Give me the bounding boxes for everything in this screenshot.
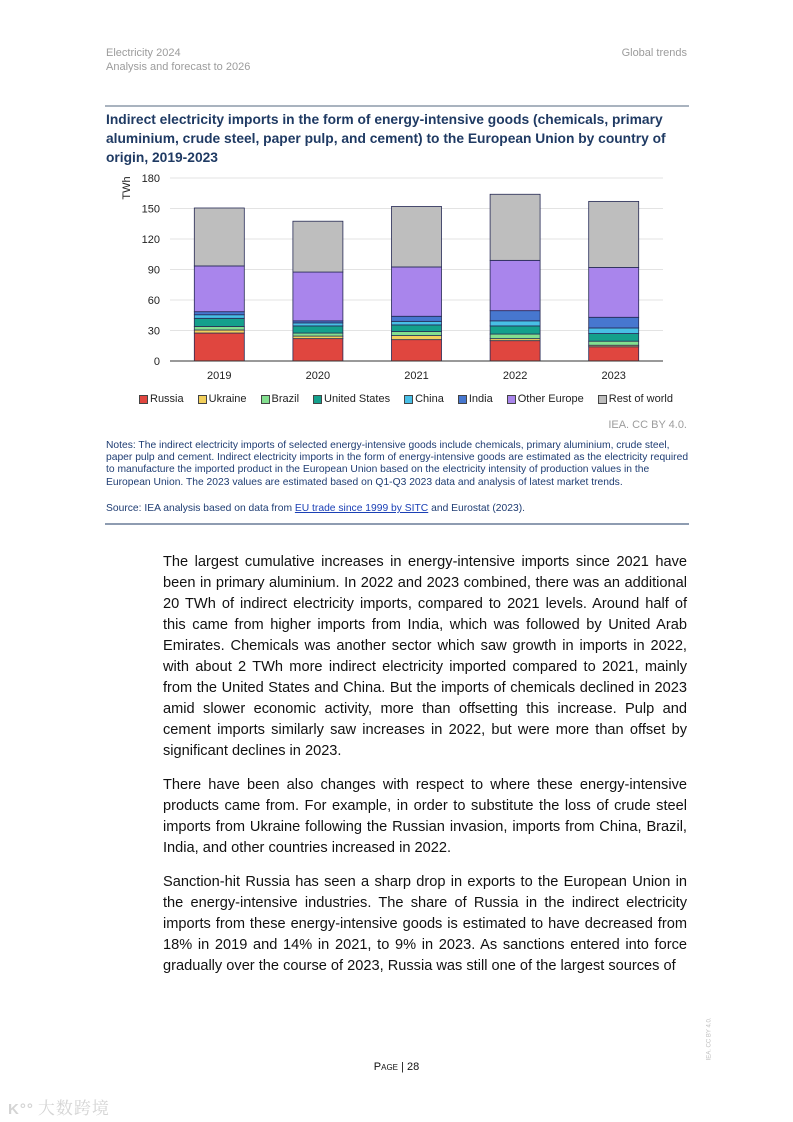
bar-segment: [392, 325, 442, 332]
bar-segment: [293, 339, 343, 361]
watermark-text: 大数跨境: [37, 1099, 110, 1118]
y-tick-label: 60: [147, 295, 160, 307]
y-tick-label: 180: [141, 173, 160, 185]
page-value: 28: [406, 1061, 420, 1073]
figure-title: Indirect electricity imports in the form of energy-intensive goods (chemicals, primary aluminium, crude steel, paper pulp, and cement) to the European Union by country of origin, 2019-2023: [106, 112, 666, 165]
bar-segment: [392, 332, 442, 336]
bar-segment: [392, 316, 442, 321]
x-tick-label: 2019: [207, 370, 232, 382]
bar-segment: [589, 201, 639, 267]
body-text: [163, 552, 687, 990]
legend-item-ukraine: [198, 393, 247, 405]
y-tick-label: 30: [147, 325, 160, 338]
legend-label: India: [468, 393, 493, 405]
bar-segment: [194, 312, 244, 315]
legend-swatch-icon: [261, 395, 270, 404]
legend-label: China: [415, 393, 444, 405]
y-tick-label: 150: [141, 203, 160, 216]
legend-item-brazil: [261, 393, 300, 405]
x-tick-label: 2022: [502, 370, 528, 382]
legend-label: Other Europe: [517, 393, 584, 405]
bar-segment: [293, 326, 343, 333]
y-tick-label: 90: [147, 264, 160, 277]
stacked-bar-chart: [0, 0, 793, 390]
legend-label: United States: [324, 393, 391, 405]
bar-segment: [194, 330, 244, 333]
bar-segment: [490, 334, 540, 339]
bar-segment: [194, 315, 244, 319]
bar-segment: [589, 317, 639, 328]
side-license-text: IEA. CC BY 4.0.: [706, 1017, 713, 1061]
legend-swatch-icon: [404, 395, 413, 404]
bar-segment: [589, 334, 639, 342]
y-axis-label: TWh: [121, 176, 133, 200]
legend-swatch-icon: [598, 395, 607, 404]
bar-segment: [293, 221, 343, 272]
legend-label: Brazil: [271, 393, 300, 405]
bar-segment: [293, 323, 343, 326]
y-tick-label: 0: [153, 356, 160, 368]
watermark-logo-icon: K°°: [8, 1101, 34, 1118]
bar-segment: [490, 311, 540, 321]
bar-segment: [490, 341, 540, 361]
page-number: [0, 1061, 793, 1073]
legend-item-rest-of-world: [598, 393, 673, 405]
bar-segment: [589, 347, 639, 361]
figure-source: [106, 503, 690, 515]
bar-segment: [392, 206, 442, 266]
legend-swatch-icon: [139, 395, 148, 404]
bar-segment: [392, 340, 442, 361]
bar-segment: [589, 267, 639, 317]
legend-label: Rest of world: [608, 393, 673, 405]
bar-segment: [194, 326, 244, 330]
bar-segment: [490, 321, 540, 326]
figure-credit: IEA. CC BY 4.0.: [608, 419, 687, 431]
legend-label: Ukraine: [208, 393, 247, 405]
bar-segment: [589, 328, 639, 334]
x-tick-label: 2020: [305, 370, 331, 382]
body-paragraph: The largest cumulative increases in energy-intensive imports since 2021 have been in primary aluminium. In 2022 and 2023 combined, there was an additional 20 TWh of indirect electricity imports, compared to 2021 levels. Around half of this came from higher imports from India, which was followed by United Arab Emirates. Chemicals was another sector which saw growth in imports in 2022, with about 2 TWh more indirect electricity imported compared to 2021, mainly from the United States and China. But the imports of chemicals declined in 2023 amid slower economic activity, more than offsetting this increase. Pulp and cement imports similarly saw increases in 2022, but were more than offset by significant declines in 2023.: [163, 554, 687, 759]
legend-label: Russia: [150, 393, 184, 405]
bar-segment: [589, 341, 639, 345]
bar-segment: [194, 318, 244, 326]
legend-item-india: [458, 393, 493, 405]
legend-swatch-icon: [507, 395, 516, 404]
legend-swatch-icon: [313, 395, 322, 404]
watermark: [8, 1094, 110, 1119]
legend-item-china: [404, 393, 444, 405]
page-separator: |: [398, 1061, 407, 1073]
source-link[interactable]: EU trade since 1999 by SITC: [294, 503, 429, 514]
figure-bottom-divider: [105, 523, 689, 525]
legend-swatch-icon: [458, 395, 467, 404]
bar-segment: [490, 260, 540, 310]
y-tick-label: 120: [141, 234, 160, 246]
bar-segment: [194, 266, 244, 312]
legend-item-united-states: [313, 393, 390, 405]
chart-legend: [139, 393, 673, 405]
legend-item-russia: [139, 393, 184, 405]
figure-notes: Notes: The indirect electricity imports of selected energy-intensive goods include chemicals, primary aluminium, crude steel, paper pulp and cement. Indirect electricity imports in the form of energy-intensive goods are estimated as the electricity required to manufacture the imported product in the European Union based on the electricity intensity of production values in the European Union. The 2023 values are estimated based on Q1-Q3 2023 data and analysis of latest market trends.: [106, 440, 689, 488]
bar-segment: [392, 321, 442, 325]
bar-segment: [293, 333, 343, 336]
bar-segment: [293, 272, 343, 321]
bar-segment: [392, 336, 442, 340]
section-name: Global trends: [621, 47, 687, 59]
body-paragraph: Sanction-hit Russia has seen a sharp drop in exports to the European Union in the energy-intensive industries. The share of Russia in the indirect electricity imports from these energy-intensive goods is estimated to have decreased from 18% in 2019 and 14% in 2021, to 9% in 2023. As sanctions entered into force gradually over the course of 2023, Russia was still one of the largest sources of: [163, 874, 687, 974]
legend-swatch-icon: [198, 395, 207, 404]
report-subtitle: Analysis and forecast to 2026: [106, 61, 251, 73]
body-paragraph: There have been also changes with respect to where these energy-intensive products came from. For example, in order to substitute the loss of crude steel imports from Ukraine following the Russian invasion, imports from China, Brazil, India, and other countries increased in 2022.: [163, 777, 687, 856]
legend-item-other-europe: [507, 393, 584, 405]
bar-segment: [392, 267, 442, 316]
bar-segment: [194, 208, 244, 266]
source-prefix: Source: IEA analysis based on data from: [106, 503, 295, 514]
bar-segment: [490, 326, 540, 334]
page-label: Page: [373, 1061, 398, 1073]
report-title: Electricity 2024: [106, 47, 181, 59]
bar-segment: [490, 194, 540, 260]
bar-segment: [194, 333, 244, 361]
x-tick-label: 2021: [404, 370, 429, 382]
x-tick-label: 2023: [601, 370, 626, 382]
source-suffix: and Eurostat (2023).: [428, 503, 525, 514]
